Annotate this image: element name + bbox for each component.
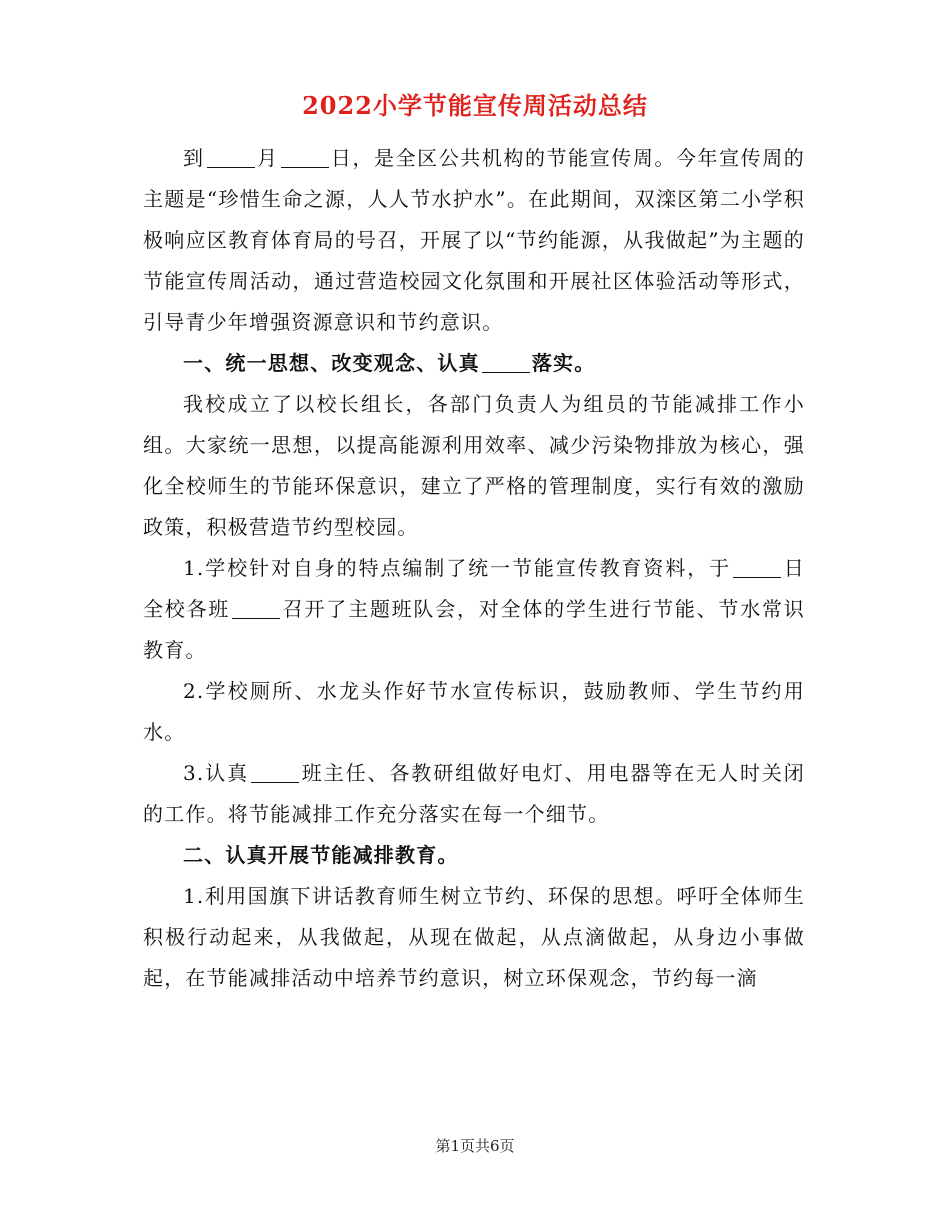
fill-blank	[251, 762, 299, 783]
text-segment: 日全校各班	[143, 556, 805, 621]
document-body	[143, 138, 805, 999]
fill-blank	[232, 598, 280, 619]
fill-blank	[207, 147, 255, 168]
text-segment: 到	[183, 146, 205, 170]
text-segment: 班主任、各教研组做好电灯、用电器等在无人时关闭的工作。将节能减排工作充分落实在每一个细节。	[143, 761, 805, 826]
text-segment: 月	[256, 146, 279, 170]
paragraph-item-2: 2.学校厕所、水龙头作好节水宣传标识，鼓励教师、学生节约用水。	[143, 679, 805, 744]
heading-text: 落实。	[531, 351, 596, 375]
text-segment: 召开了主题班队会，对全体的学生进行节能、节水常识教育。	[143, 597, 805, 662]
text-segment: 日，是全区公共机构的节能宣传周。今年宣传周的主题是“珍惜生命之源，人人节水护水”。在此期间，双滦区第二小学积极响应区教育体育局的号召，开展了以“节约能源，从我做起”为主题的节能宣传周活动，通过营造校园文化氛围和开展社区体验活动等形式，引导青少年增强资源意识和节约意识。	[143, 146, 806, 334]
page-footer: 第1页共6页	[435, 1137, 515, 1155]
paragraph-team: 我校成立了以校长组长，各部门负责人为组员的节能减排工作小组。大家统一思想，以提高能源利用效率、减少污染物排放为核心，强化全校师生的节能环保意识，建立了严格的管理制度，实行有效的激励政策，积极营造节约型校园。	[143, 392, 805, 539]
text-segment: 1.学校针对自身的特点编制了统一节能宣传教育资料，于	[183, 556, 732, 580]
section-heading-2: 二、认真开展节能减排教育。	[183, 843, 459, 867]
fill-blank	[482, 352, 530, 373]
text-segment: 3.认真	[183, 761, 250, 785]
heading-text: 一、统一思想、改变观念、认真	[183, 351, 480, 375]
section-heading-1	[143, 343, 805, 384]
document-title: 2022小学节能宣传周活动总结	[302, 91, 648, 120]
paragraph-item-3	[143, 753, 805, 835]
fill-blank	[733, 557, 781, 578]
paragraph-item-1	[143, 548, 805, 671]
paragraph-intro	[143, 138, 805, 343]
paragraph-education: 1.利用国旗下讲话教育师生树立节约、环保的思想。呼吁全体师生积极行动起来，从我做起，从现在做起，从点滴做起，从身边小事做起，在节能减排活动中培养节约意识，树立环保观念，节约每一滴	[143, 884, 805, 990]
fill-blank	[281, 147, 329, 168]
